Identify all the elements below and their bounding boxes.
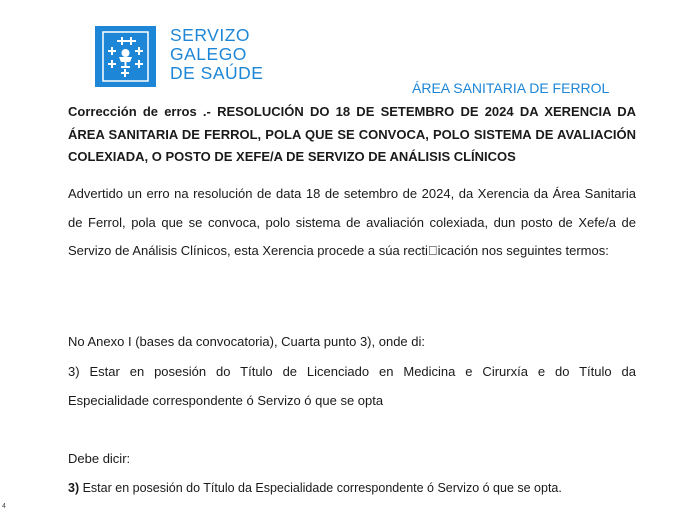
logo-line-2: GALEGO (170, 44, 247, 64)
old-text-line-2: Especialidade correspondente ó Servizo ó que se opta (68, 393, 384, 408)
servizo-galego-saude-logo (95, 26, 156, 87)
annex-reference: No Anexo I (bases da convocatoria), Cuarta punto 3), onde di: (68, 334, 425, 349)
logo-wordmark (170, 26, 263, 83)
area-sanitaria-header: ÁREA SANITARIA DE FERROL (412, 80, 610, 96)
new-text: Estar en posesión do Título da Especialidade correspondente ó Servizo ó que se opta. (79, 481, 562, 495)
shield-emblem-icon (95, 26, 156, 87)
new-text-number: 3) (68, 481, 80, 495)
logo-line-1: SERVIZO (170, 25, 251, 45)
document-title: Corrección de erros .- RESOLUCIÓN DO 18 DE SETEMBRO DE 2024 DA XERENCIA DA ÁREA SANITARIA DE FERROL, POLA QUE SE CONVOCA, POLO SISTEMA DE AVALIACIÓN COLEXIADA, O POSTO DE XEFE/A DE SERVIZO DE ANÁLISIS CLÍNICOS (68, 104, 636, 164)
old-text-line-1: 3) Estar en posesión do Título de Licenciado en Medicina e Cirurxía e do Título da (68, 364, 636, 379)
margin-mark: 4 (2, 503, 6, 510)
logo-line-3: DE SAÚDE (170, 63, 264, 83)
should-say-label: Debe dicir: (68, 451, 131, 466)
intro-paragraph: Advertido un erro na resolución de data 18 de setembro de 2024, da Xerencia da Área Sanitaria de Ferrol, pola que se convoca, polo sistema de avaliación colexiada, dun posto de Xefe/a de Servizo de Análisis Clínicos, esta Xerencia procede a súa recti icación nos seguintes termos: (68, 186, 636, 258)
new-text-line (68, 481, 562, 495)
